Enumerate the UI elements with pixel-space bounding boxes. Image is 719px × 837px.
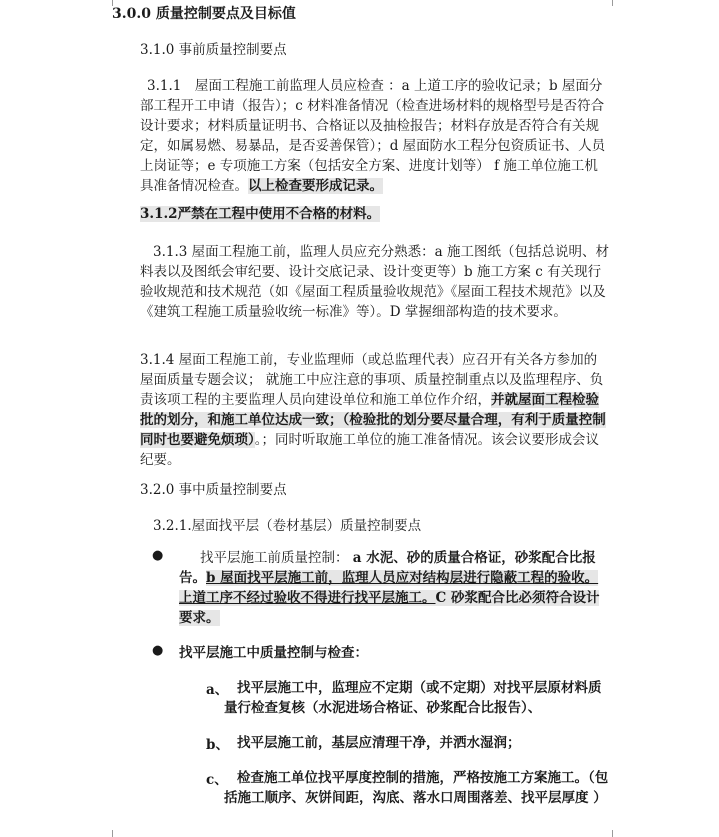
- bullet-1-lead: 找平层施工前质量控制：: [200, 550, 349, 566]
- bullet-dot-1: ●: [152, 548, 164, 563]
- paragraph-3-1-4: [140, 350, 610, 470]
- item-c-text: [224, 768, 611, 808]
- heading-3-2-1: 3.2.1.屋面找平层（卷材基层）质量控制要点: [153, 518, 422, 534]
- bullet-item-1: [179, 548, 611, 628]
- item-a-text: 找平层施工中，监理应不定期（或不定期）对找平层原材料质量行检查复核（水泥进场合格证、砂浆配合比报告）、: [224, 680, 602, 716]
- heading-3-1-0: 3.1.0 事前质量控制要点: [140, 42, 287, 58]
- item-a-letter: a、: [206, 682, 229, 698]
- paragraph-3-1-2-text: 3.1.2严禁在工程中使用不合格的材料。: [140, 206, 381, 222]
- paragraph-3-1-4-part-a: 3.1.4 屋面工程施工前，专业监理师（或总监理代表）应召开有关各方参加的屋面质量专题会议； 就施工中应注意的事项、质量控制重点以及监理程序、负责该项工程的主要监理人员向建设单位和施工单位作介绍，: [140, 352, 604, 408]
- heading-3-2-0: 3.2.0 事中质量控制要点: [140, 482, 287, 498]
- paragraph-3-1-1-emphasis: 以上检查要形成记录。: [248, 178, 383, 194]
- bullet-1-part-b: b 屋面找平层施工前，监理人员应对结构层进行隐蔽工程的验收。上道工序不经过验收不得进行找平层施工。: [179, 570, 599, 606]
- paragraph-3-1-1: [140, 76, 610, 196]
- crop-mark-bottom-right: [612, 830, 613, 837]
- paragraph-3-1-1-text: 3.1.1 屋面工程施工前监理人员应检查 ：a 上道工序的验收记录；b 屋面分部工程开工申请（报告）；c 材料准备情况（检查进场材料的规格型号是否符合设计要求；材料质量证明书、合格证以及抽检报告；材料存放是否符合有关规定，如属易燃、易暴品，是否妥善保管）；d 屋面防水工程分包资质证书、人员上岗证等；e 专项施工方案（包括安全方案、进度计划等） f 施工单位施工机具准备情况检查。: [140, 78, 606, 194]
- item-b-text: 找平层施工前，基层应清理干净，并洒水湿润；: [237, 735, 521, 751]
- paragraph-3-1-4-part-b: 并就屋面工程检验批的划分，和施工单位达成一致；（检验批的划分要尽量合理，有利于质量控制同时也要避免烦琐）: [140, 392, 606, 448]
- paragraph-3-1-2: [140, 204, 610, 224]
- section-title: 3.0.0 质量控制要点及目标值: [112, 6, 296, 22]
- bullet-dot-2: ●: [152, 643, 164, 658]
- bullet-1-part-c: C 砂浆配合比必须符合设计要求。: [179, 590, 600, 626]
- item-c-content: 检查施工单位找平厚度控制的措施，严格按施工方案施工。（包括施工顺序、灰饼间距，沟底、落水口周围落差、找平层厚度 ）: [224, 770, 609, 806]
- bullet-item-2: 找平层施工中质量控制与检查：: [179, 645, 368, 661]
- crop-mark-bottom-left: [112, 830, 113, 837]
- crop-mark-top-right: [612, 0, 613, 6]
- bullet-1-part-a: a 水泥、砂的质量合格证，砂浆配合比报告。: [179, 550, 596, 586]
- item-c-letter: c、: [206, 772, 228, 788]
- item-b-letter: b、: [206, 737, 229, 753]
- paragraph-3-1-4-part-c: 。；同时听取施工单位的施工准备情况。该会议要形成会议纪要。: [140, 432, 599, 468]
- paragraph-3-1-3: 3.1.3 屋面工程施工前，监理人员应充分熟悉：a 施工图纸（包括总说明、材料表以及图纸会审纪要、设计交底记录、设计变更等）b 施工方案 c 有关现行验收规范和技术规范（如《屋面工程质量验收规范》《屋面工程技术规范》以及《建筑工程施工质量验收统一标准》等）。D 掌握细部构造的技术要求。: [140, 244, 609, 320]
